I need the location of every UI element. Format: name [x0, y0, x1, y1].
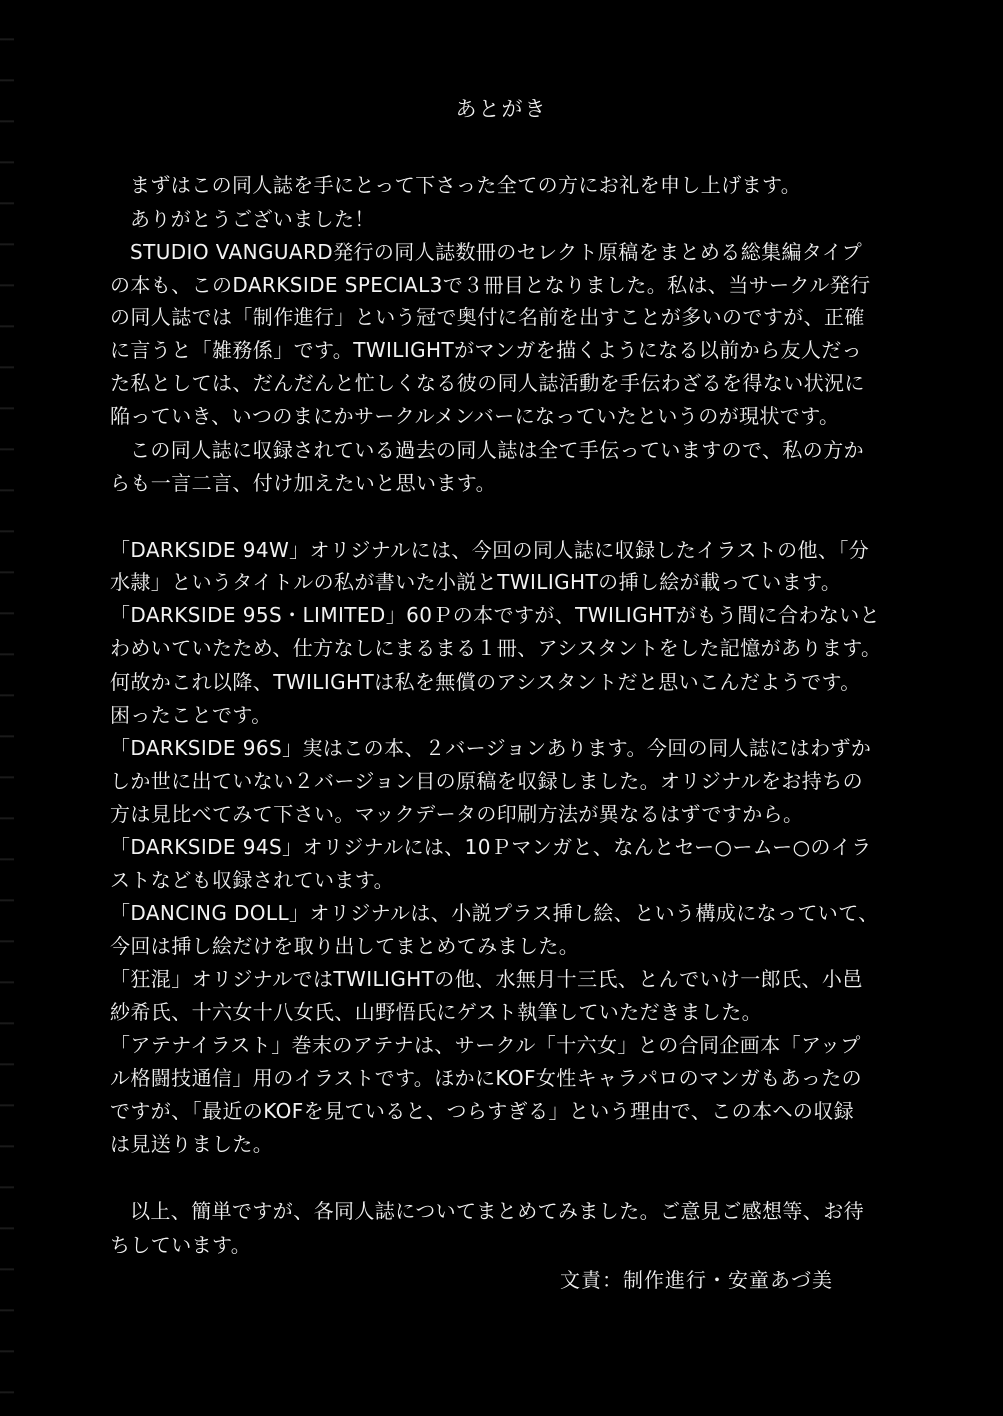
paragraph-line: まずはこの同人誌を手にとって下さった全ての方にお礼を申し上げます。: [130, 173, 802, 197]
paragraph-line: この同人誌に収録されている過去の同人誌は全て手伝っていますので、私の方か: [130, 438, 864, 462]
paragraph-line: 「狂混」オリジナルではTWILIGHTの他、水無月十三氏、とんでいけ一郎氏、小邑: [110, 967, 863, 991]
paragraph-line: 以上、簡単ですが、各同人誌についてまとめてみました。ご意見ご感想等、お待: [130, 1199, 864, 1223]
paragraph-line: 「DANCING DOLL」オリジナルは、小説プラス挿し絵、という構成になっていて、: [110, 901, 879, 925]
paragraph-line: ちしています。: [110, 1233, 252, 1257]
paragraph-line: の本も、このDARKSIDE SPECIAL3で３冊目となりました。私は、当サークル発行: [110, 273, 871, 297]
paragraph-line: しか世に出ていない２バージョン目の原稿を収録しました。オリジナルをお持ちの: [110, 769, 863, 793]
paragraph-line: らも一言二言、付け加えたいと思います。: [110, 471, 496, 495]
paragraph-line: の同人誌では「制作進行」という冠で奥付に名前を出すことが多いのですが、正確: [110, 305, 865, 329]
paragraph-line: に言うと「雑務係」です。TWILIGHTがマンガを描くようになる以前から友人だっ: [110, 338, 863, 362]
paragraph-line: STUDIO VANGUARD発行の同人誌数冊のセレクト原稿をまとめる総集編タイプ: [130, 240, 863, 264]
page-edge: [0, 0, 14, 1416]
signature: 文責：制作進行・安童あづ美: [560, 1268, 833, 1292]
paragraph-line: ですが、「最近のKOFを見ていると、つらすぎる」という理由で、この本への収録: [110, 1099, 855, 1123]
paragraph-line: 「DARKSIDE 94S」オリジナルには、10Ｐマンガと、なんとセー○ームー○のイラ: [110, 835, 872, 859]
paragraph-line: た私としては、だんだんと忙しくなる彼の同人誌活動を手伝わざるを得ない状況に: [110, 371, 865, 395]
paragraph-line: 今回は挿し絵だけを取り出してまとめてみました。: [110, 934, 580, 958]
paragraph-line: 陥っていき、いつのまにかサークルメンバーになっていたというのが現状です。: [110, 404, 840, 428]
paragraph-line: 「DARKSIDE 96S」実はこの本、２バージョンあります。今回の同人誌にはわずか: [110, 736, 872, 760]
paragraph-line: ストなども収録されています。: [110, 868, 394, 892]
paragraph-line: 何故かこれ以降、TWILIGHTは私を無償のアシスタントだと思いこんだようです。: [110, 670, 861, 694]
page-title: あとがき: [455, 97, 548, 121]
paragraph-line: ル格闘技通信」用のイラストです。ほかにKOF女性キャラパロのマンガもあったの: [110, 1066, 863, 1090]
paragraph-line: 水隷」というタイトルの私が書いた小説とTWILIGHTの挿し絵が載っています。: [110, 570, 842, 594]
paragraph-line: 「アテナイラスト」巻末のアテナは、サークル「十六女」との合同企画本「アップ: [110, 1033, 861, 1057]
paragraph-line: 困ったことです。: [110, 703, 272, 727]
paragraph-line: は見送りました。: [110, 1132, 274, 1156]
paragraph-line: 「DARKSIDE 95S・LIMITED」60Ｐの本ですが、TWILIGHTがもう間に合わないと: [110, 603, 881, 627]
paragraph-line: わめいていたため、仕方なしにまるまる１冊、アシスタントをした記憶があります。: [110, 636, 882, 660]
paragraph-line: ありがとうございました！: [130, 207, 375, 231]
paragraph-line: 「DARKSIDE 94W」オリジナルには、今回の同人誌に収録したイラストの他、「分: [110, 538, 870, 562]
paragraph-line: 方は見比べてみて下さい。マックデータの印刷方法が異なるはずですから。: [110, 802, 804, 826]
paragraph-line: 紗希氏、十六女十八女氏、山野悟氏にゲスト執筆していただきました。: [110, 1000, 762, 1024]
